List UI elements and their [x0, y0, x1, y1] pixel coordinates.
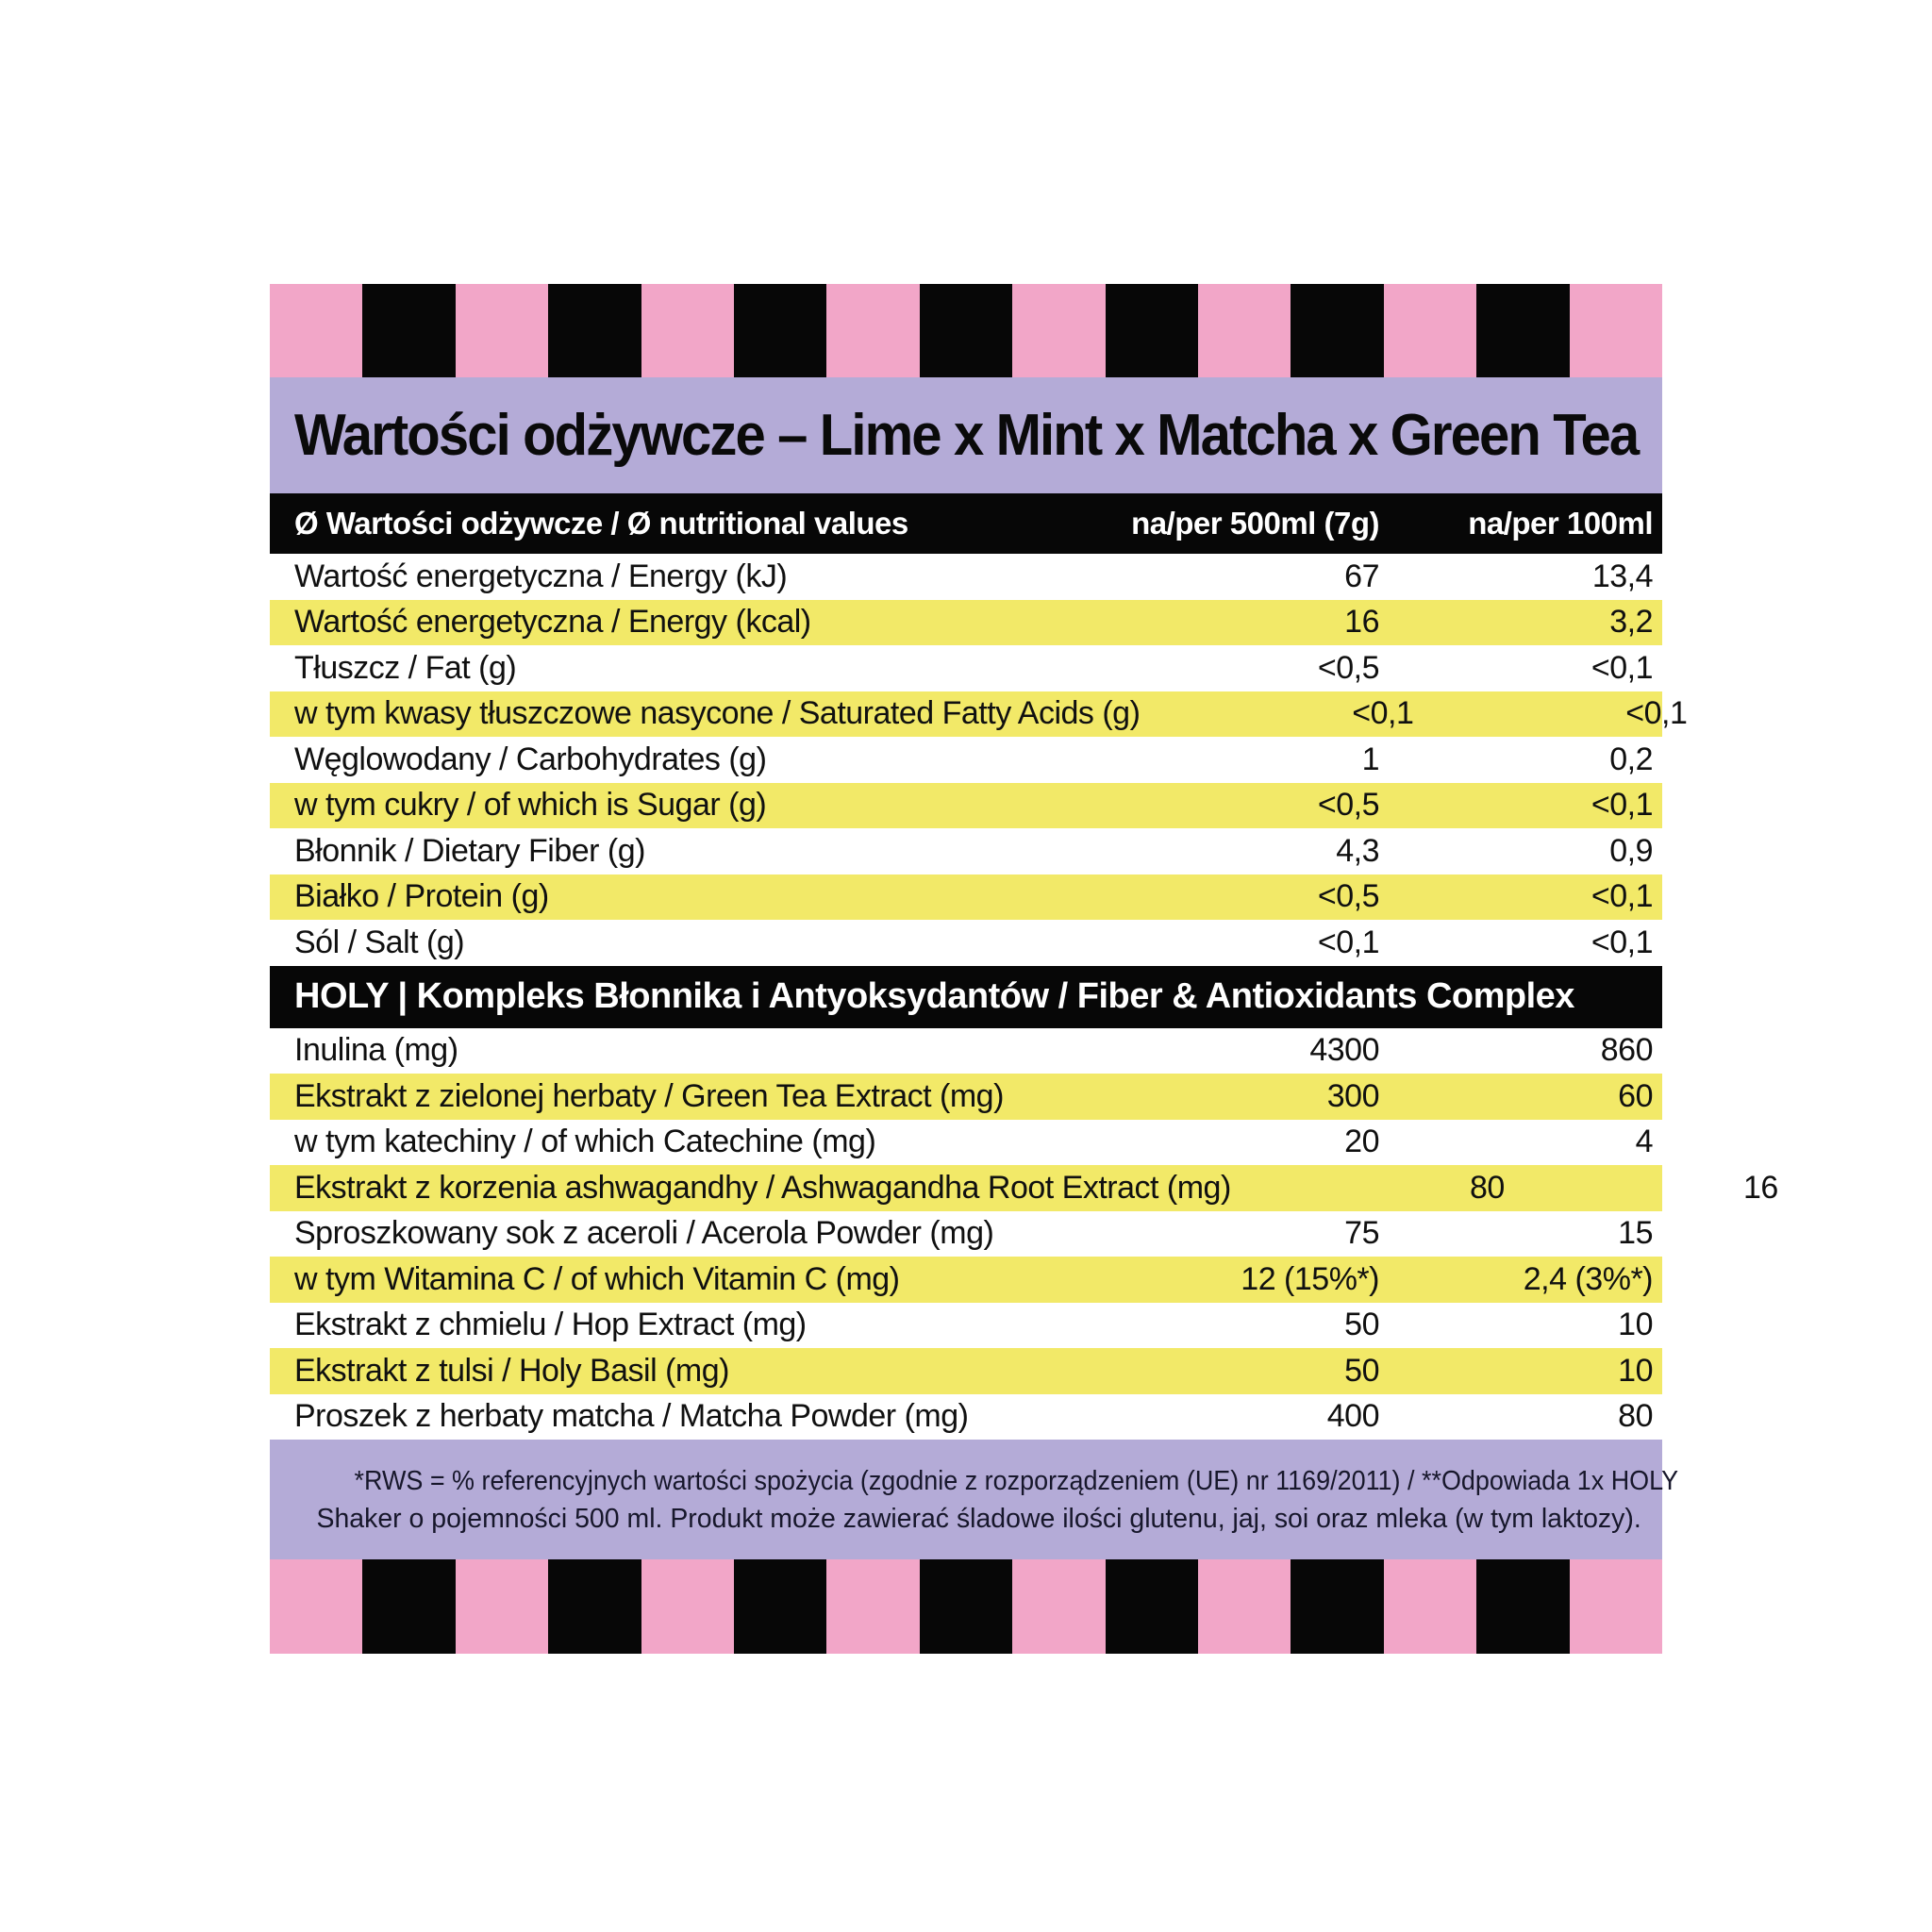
- table-row: [270, 645, 1662, 691]
- checker-black-cell: [1476, 284, 1569, 377]
- table-row: [270, 1211, 1662, 1257]
- value-per-100ml: <0,1: [1625, 695, 1688, 732]
- checker-band-bottom: [270, 1559, 1662, 1654]
- row-label-cell: [270, 1078, 1106, 1115]
- row-label-cell: [270, 1261, 1106, 1298]
- row-label-cell: [270, 604, 1106, 641]
- value-per-100ml: 10: [1618, 1352, 1653, 1389]
- value-per-500ml: 50: [1344, 1307, 1379, 1343]
- row-label: Sproszkowany sok z aceroli / Acerola Powder (mg): [294, 1215, 994, 1252]
- row-label: Ekstrakt z tulsi / Holy Basil (mg): [294, 1352, 729, 1389]
- value-per-500ml: <0,1: [1317, 924, 1379, 960]
- checker-black-cell: [548, 284, 641, 377]
- row-label: Wartość energetyczna / Energy (kcal): [294, 604, 811, 641]
- value-per-100ml: 15: [1618, 1215, 1653, 1252]
- row-label-cell: [270, 1398, 1106, 1435]
- row-label: Białko / Protein (g): [294, 878, 549, 915]
- checker-black-cell: [734, 1559, 826, 1654]
- table-row: [270, 920, 1662, 966]
- row-label: Błonnik / Dietary Fiber (g): [294, 832, 645, 869]
- value-per-500ml: <0,5: [1317, 787, 1379, 824]
- checker-pink-cell: [1570, 284, 1662, 377]
- checker-black-cell: [1291, 284, 1383, 377]
- table-row: [270, 1303, 1662, 1349]
- value-per-500ml: 400: [1326, 1398, 1379, 1435]
- table-row: [270, 691, 1688, 738]
- table-column-header: [270, 493, 1662, 554]
- label-sheet: [270, 284, 1778, 1654]
- checker-pink-cell: [456, 1559, 548, 1654]
- column-header-per100: na/per 100ml: [1468, 506, 1653, 541]
- checker-black-cell: [1106, 284, 1198, 377]
- section-header-text: HOLY | Kompleks Błonnika i Antyoksydantów / Fiber & Antioxidants Complex: [294, 976, 1574, 1016]
- value-per-500ml: 80: [1469, 1169, 1505, 1206]
- row-label-cell: [270, 1032, 1106, 1069]
- row-label: Wartość energetyczna / Energy (kJ): [294, 558, 788, 594]
- row-label: Inulina (mg): [294, 1032, 458, 1069]
- checker-pink-cell: [270, 1559, 362, 1654]
- checker-black-cell: [362, 284, 455, 377]
- row-label: w tym Witamina C / of which Vitamin C (mg): [294, 1260, 900, 1297]
- checker-black-cell: [920, 284, 1012, 377]
- row-label: Ekstrakt z chmielu / Hop Extract (mg): [294, 1307, 807, 1343]
- value-per-100ml: 60: [1618, 1077, 1653, 1114]
- column-header-per500: na/per 500ml (7g): [1131, 506, 1379, 541]
- value-per-500ml: 4300: [1309, 1032, 1379, 1069]
- table-row: [270, 1028, 1662, 1074]
- value-per-100ml: <0,1: [1591, 649, 1653, 686]
- row-label: Węglowodany / Carbohydrates (g): [294, 741, 767, 777]
- value-per-500ml: 300: [1326, 1077, 1379, 1114]
- table-row: [270, 554, 1662, 600]
- row-label-cell: [270, 695, 1140, 732]
- table-row: [270, 1394, 1662, 1441]
- checker-pink-cell: [1384, 1559, 1476, 1654]
- checker-band-top: [270, 284, 1662, 377]
- row-label: w tym katechiny / of which Catechine (mg): [294, 1124, 876, 1160]
- page-title-text: Wartości odżywcze – Lime x Mint x Matcha x Green Tea: [294, 403, 1639, 468]
- title-band: [270, 377, 1662, 493]
- checker-black-cell: [1476, 1559, 1569, 1654]
- value-per-100ml: <0,1: [1591, 924, 1653, 960]
- row-label-cell: [270, 1170, 1231, 1207]
- row-label-cell: [270, 1124, 1106, 1160]
- value-per-100ml: 4: [1635, 1124, 1653, 1160]
- row-label: w tym kwasy tłuszczowe nasycone / Saturated Fatty Acids (g): [294, 695, 1141, 732]
- checker-pink-cell: [1198, 1559, 1291, 1654]
- table-row: [270, 600, 1662, 646]
- value-per-100ml: 860: [1600, 1032, 1653, 1069]
- value-per-500ml: 12 (15%*): [1241, 1260, 1379, 1297]
- checker-pink-cell: [1198, 284, 1291, 377]
- checker-pink-cell: [1012, 284, 1105, 377]
- row-label-cell: [270, 833, 1106, 870]
- table-row: [270, 1348, 1662, 1394]
- value-per-500ml: 1: [1361, 741, 1379, 777]
- footnote-line-2: [304, 1500, 1641, 1538]
- table-row: [270, 1074, 1662, 1120]
- value-per-500ml: 20: [1344, 1124, 1379, 1160]
- value-per-100ml: <0,1: [1591, 787, 1653, 824]
- section-header: [270, 966, 1662, 1028]
- row-label-cell: [270, 1353, 1106, 1390]
- row-label: Tłuszcz / Fat (g): [294, 649, 517, 686]
- value-per-100ml: 80: [1618, 1398, 1653, 1435]
- fiber-antioxidants-rows: [270, 1028, 1778, 1441]
- table-row: [270, 874, 1662, 921]
- value-per-500ml: <0,5: [1317, 878, 1379, 915]
- value-per-100ml: 13,4: [1591, 558, 1653, 594]
- checker-black-cell: [548, 1559, 641, 1654]
- table-row: [270, 1120, 1662, 1166]
- row-label: Ekstrakt z zielonej herbaty / Green Tea Extract (mg): [294, 1077, 1004, 1114]
- value-per-100ml: 3,2: [1609, 604, 1653, 641]
- row-label-cell: [270, 558, 1106, 595]
- value-per-500ml: 75: [1344, 1215, 1379, 1252]
- value-per-100ml: 0,9: [1609, 832, 1653, 869]
- checker-pink-cell: [1570, 1559, 1662, 1654]
- checker-pink-cell: [826, 1559, 919, 1654]
- value-per-100ml: 2,4 (3%*): [1523, 1260, 1653, 1297]
- value-per-100ml: <0,1: [1591, 878, 1653, 915]
- value-per-500ml: 16: [1344, 604, 1379, 641]
- value-per-500ml: 4,3: [1336, 832, 1379, 869]
- column-header-label-text: Ø Wartości odżywcze / Ø nutritional values: [294, 506, 908, 541]
- checker-black-cell: [920, 1559, 1012, 1654]
- checker-pink-cell: [1012, 1559, 1105, 1654]
- checker-black-cell: [1106, 1559, 1198, 1654]
- value-per-500ml: 50: [1344, 1352, 1379, 1389]
- value-per-100ml: 0,2: [1609, 741, 1653, 777]
- row-label-cell: [270, 650, 1106, 687]
- footnote: [270, 1440, 1679, 1559]
- value-per-100ml: 16: [1742, 1169, 1778, 1206]
- table-row: [270, 1257, 1662, 1303]
- row-label: Ekstrakt z korzenia ashwagandhy / Ashwagandha Root Extract (mg): [294, 1169, 1231, 1206]
- row-label-cell: [270, 924, 1106, 961]
- checker-pink-cell: [1384, 284, 1476, 377]
- row-label-cell: [270, 787, 1106, 824]
- footnote-line-1-text: *RWS = % referencyjnych wartości spożycia (zgodnie z rozporządzeniem (UE) nr 1169/2011) / **Odpowiada 1x HOLY: [354, 1465, 1679, 1496]
- checker-pink-cell: [456, 284, 548, 377]
- table-row: [270, 828, 1662, 874]
- checker-pink-cell: [270, 284, 362, 377]
- row-label-cell: [270, 1307, 1106, 1343]
- checker-pink-cell: [641, 284, 734, 377]
- row-label: Proszek z herbaty matcha / Matcha Powder (mg): [294, 1398, 969, 1435]
- value-per-500ml: 67: [1344, 558, 1379, 594]
- row-label-cell: [270, 1215, 1106, 1252]
- table-row: [270, 1165, 1778, 1211]
- checker-black-cell: [1291, 1559, 1383, 1654]
- row-label: Sól / Salt (g): [294, 924, 465, 960]
- value-per-500ml: <0,1: [1352, 695, 1414, 732]
- page-title: [294, 402, 1638, 469]
- checker-black-cell: [734, 284, 826, 377]
- row-label-cell: [270, 878, 1106, 915]
- nutrition-rows: [270, 554, 1688, 966]
- value-per-500ml: <0,5: [1317, 649, 1379, 686]
- table-row: [270, 737, 1662, 783]
- table-row: [270, 783, 1662, 829]
- checker-pink-cell: [641, 1559, 734, 1654]
- footnote-line-2-text: Shaker o pojemności 500 ml. Produkt może zawierać śladowe ilości glutenu, jaj, soi oraz mleka (w tym laktozy).: [316, 1503, 1641, 1534]
- value-per-100ml: 10: [1618, 1307, 1653, 1343]
- row-label-cell: [270, 741, 1106, 778]
- footnote-line-1: [304, 1462, 1679, 1500]
- row-label: w tym cukry / of which is Sugar (g): [294, 787, 767, 824]
- checker-pink-cell: [826, 284, 919, 377]
- checker-black-cell: [362, 1559, 455, 1654]
- column-header-label: [270, 506, 1106, 541]
